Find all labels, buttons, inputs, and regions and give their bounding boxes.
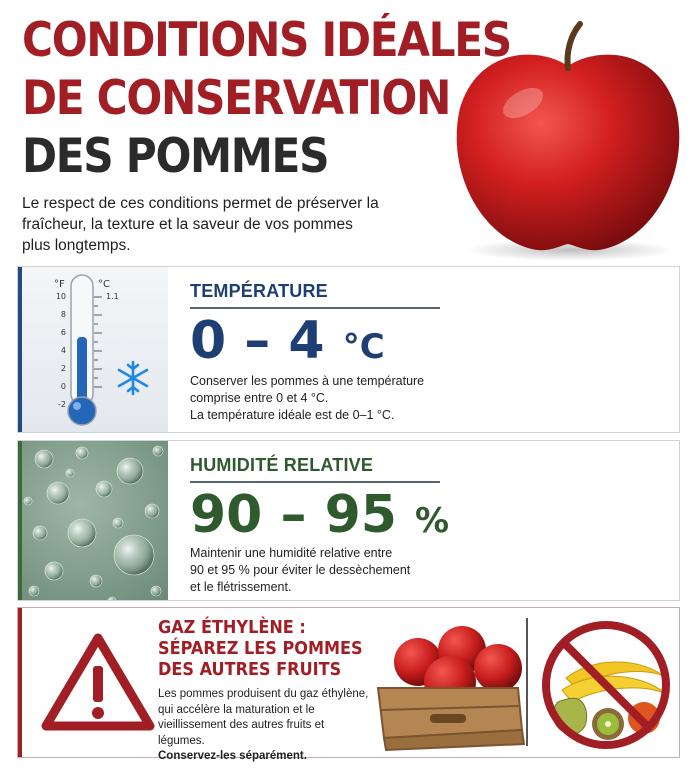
apple-icon bbox=[448, 18, 688, 263]
humidity-desc-line: Maintenir une humidité relative entre bbox=[190, 546, 393, 560]
title-line-1: CONDITIONS IDÉALES bbox=[22, 13, 511, 68]
thermo-unit-right: °C bbox=[98, 279, 110, 290]
thermo-tick-right: 1.1 bbox=[106, 292, 119, 301]
intro-text: Le respect de ces conditions permet de préserver la fraîcheur, la texture et la saveur de vos pommes plus longtemps. bbox=[22, 195, 379, 254]
temperature-range: 0 – 4 bbox=[190, 311, 325, 371]
temperature-value bbox=[190, 311, 385, 377]
temperature-desc-line: La température idéale est de 0–1 °C. bbox=[190, 408, 395, 422]
title-line-3: DES POMMES bbox=[22, 129, 329, 184]
thermo-tick: 6 bbox=[60, 328, 66, 337]
apple-crate-icon bbox=[370, 620, 530, 752]
humidity-range: 90 – 95 bbox=[190, 485, 397, 545]
water-droplets-icon bbox=[22, 441, 168, 600]
thermometer-panel bbox=[22, 267, 168, 432]
divider bbox=[190, 481, 440, 483]
humidity-value bbox=[190, 485, 449, 551]
ethylene-desc-text: Les pommes produisent du gaz éthylène, qui accélère la maturation et le vieillissement des autres fruits et légumes. bbox=[158, 688, 369, 747]
temperature-description bbox=[190, 373, 430, 424]
ethylene-heading-line: DES AUTRES FRUITS bbox=[158, 660, 342, 680]
temperature-card bbox=[17, 266, 680, 433]
thermo-tick: -2 bbox=[58, 400, 66, 409]
humidity-desc-line: et le flétrissement. bbox=[190, 580, 292, 594]
ethylene-heading-line: SÉPAREZ LES POMMES bbox=[158, 639, 363, 659]
thermo-tick: 4 bbox=[60, 346, 66, 355]
humidity-card bbox=[17, 440, 680, 601]
temperature-heading: TEMPÉRATURE bbox=[190, 281, 328, 301]
snowflake-icon bbox=[114, 359, 152, 397]
ethylene-heading-line: GAZ ÉTHYLÈNE : bbox=[158, 618, 306, 638]
humidity-unit: % bbox=[415, 501, 450, 541]
warning-icon bbox=[40, 630, 156, 734]
ethylene-heading bbox=[158, 618, 363, 681]
temperature-unit: °C bbox=[342, 327, 385, 367]
temperature-desc-line: Conserver les pommes à une température bbox=[190, 374, 425, 388]
temperature-desc-line: comprise entre 0 et 4 °C. bbox=[190, 391, 329, 405]
ethylene-desc-bold: Conservez-les séparément. bbox=[158, 750, 307, 762]
thermo-tick: 0 bbox=[60, 382, 66, 391]
thermo-unit-left: °F bbox=[54, 279, 65, 290]
ethylene-description bbox=[158, 687, 373, 765]
humidity-description bbox=[190, 545, 430, 596]
humidity-heading: HUMIDITÉ RELATIVE bbox=[190, 455, 374, 475]
no-fruit-icon bbox=[536, 618, 676, 752]
divider bbox=[526, 618, 528, 746]
ethylene-card bbox=[17, 607, 680, 762]
thermometer-icon bbox=[22, 267, 168, 432]
ethylene-accent-bar bbox=[18, 608, 22, 757]
title-line-2: DE CONSERVATION bbox=[22, 71, 451, 126]
thermo-tick: 10 bbox=[55, 292, 66, 301]
thermo-tick: 8 bbox=[60, 310, 66, 319]
humidity-desc-line: 90 et 95 % pour éviter le dessèchement bbox=[190, 563, 411, 577]
thermo-tick: 2 bbox=[60, 364, 66, 373]
divider bbox=[190, 307, 440, 309]
